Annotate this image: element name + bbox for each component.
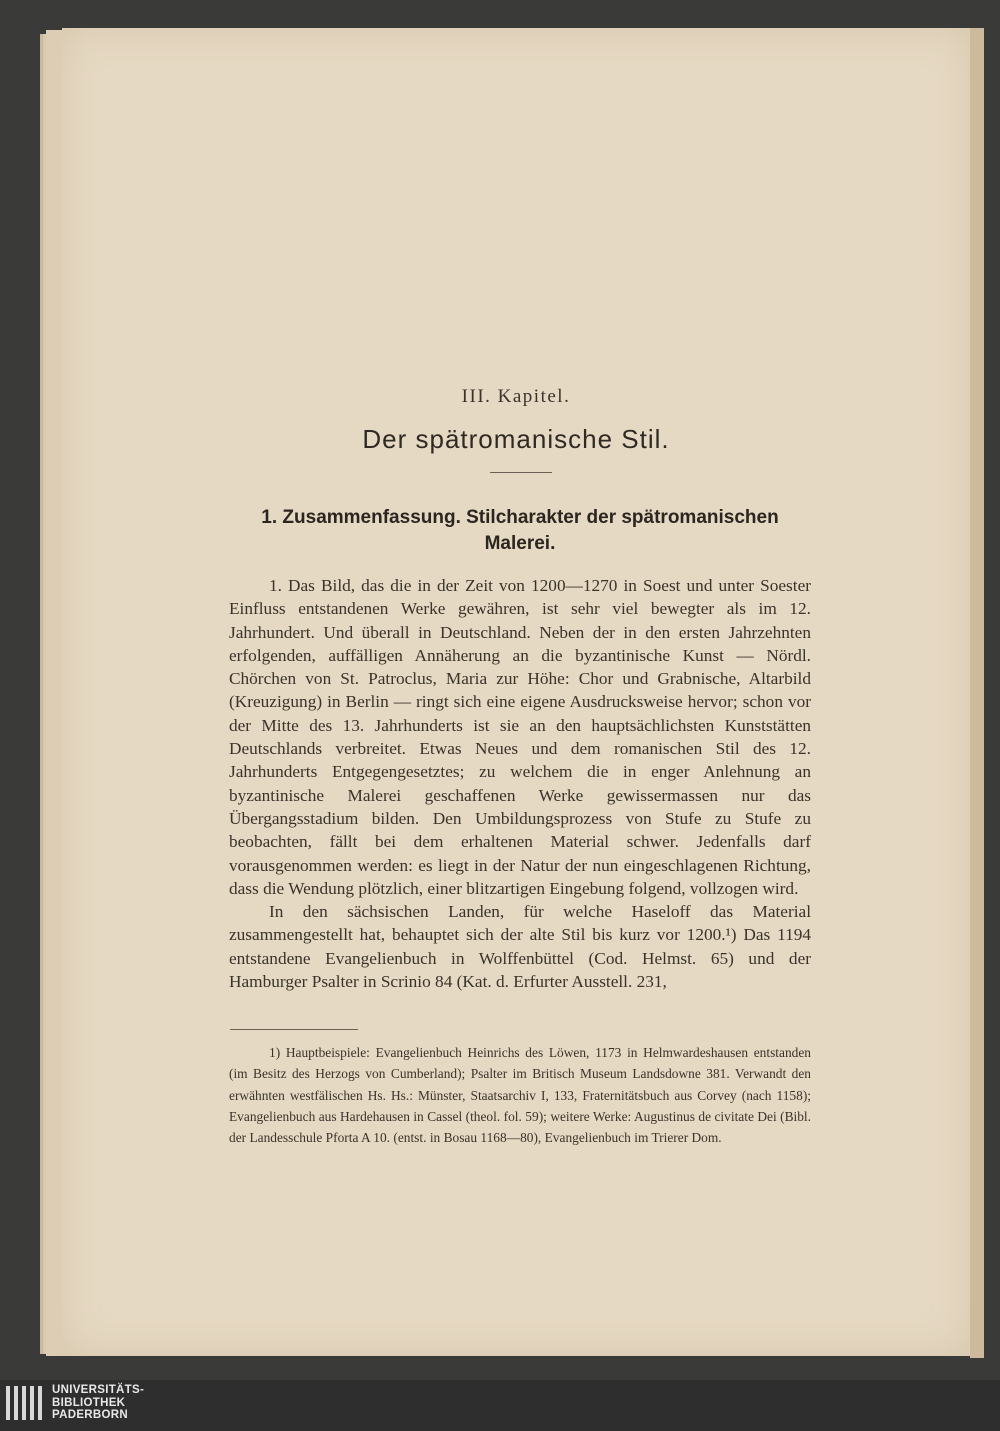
- title-divider: [490, 472, 552, 473]
- page-right-edge: [970, 28, 984, 1358]
- logo-line: UNIVERSITÄTS-: [52, 1384, 145, 1396]
- logo-line: PADERBORN: [52, 1409, 128, 1421]
- chapter-title: Der spätromanische Stil.: [362, 424, 670, 454]
- library-logo-text: [52, 1384, 144, 1422]
- library-bars-icon: [6, 1386, 46, 1426]
- paragraph: In den sächsischen Landen, für welche Haseloff das Material zusammengestellt hat, behauptet sich der alte Stil bis kurz vor 1200.¹) Das 1194 entstandene Evangelienbuch in Wolffenbüttel (Cod. Helmst. 65) und der Hamburger Psalter in Scrinio 84 (Kat. d. Erfurter Ausstell. 231,: [229, 902, 811, 992]
- footnote-text: 1) Hauptbeispiele: Evangelienbuch Heinrichs des Löwen, 1173 in Helmwardeshausen entstanden (im Besitz des Herzogs von Cumberland); Psalter im Britisch Museum Landsdowne 381. Verwandt den erwähnten westfälischen Hs. Hs.: Münster, Staatsarchiv I, 133, Fraternitätsbuch aus Corvey (nach 1158); Evangelienbuch aus Hardehausen in Cassel (theol. fol. 59); weitere Werke: Augustinus de civitate Dei (Bibl. der Landesschule Pforta A 10. (entst. in Bosau 1168—80), Evangelienbuch im Trierer Dom.: [229, 1045, 811, 1146]
- paragraph: 1. Das Bild, das die in der Zeit von 1200—1270 in Soest und unter Soester Einfluss entstandenen Werke gewähren, ist sehr viel bewegter als im 12. Jahrhundert. Und überall in Deutschland. Neben der in den ersten Jahrzehnten erfolgenden, auffälligen Annäherung an die byzantinische Kunst — Nördl. Chörchen von St. Patroclus, Maria zur Höhe: Chor und Grabnische, Altarbild (Kreuzigung) in Berlin — ringt sich eine eigene Ausdrucksweise hervor; schon vor der Mitte des 13. Jahrhunderts ist sie an den hauptsächlichsten Kunststätten Deutschlands verbreitet. Etwas Neues und dem romanischen Stil des 12. Jahrhunderts Entgegengesetztes; zu welchem die in enger Anlehnung an byzantinische Malerei geschaffenen Werke gewissermassen nur das Übergangsstadium bilden. Den Umbildungsprozess von Stufe zu Stufe zu beobachten, fällt bei dem erhaltenen Material schwer. Jedenfalls darf vorausgenommen werden: es liegt in der Natur der nun eingeschlagenen Richtung, dass die Wendung plötzlich, einer blitzartigen Eingebung folgend, vollzogen wird.: [229, 576, 811, 898]
- section-heading: 1. Zusammenfassung. Stilcharakter der spätromanischen Malerei.: [261, 507, 779, 554]
- body-text: [229, 574, 811, 993]
- logo-line: BIBLIOTHEK: [52, 1396, 126, 1409]
- chapter-label: III. Kapitel.: [461, 386, 571, 407]
- library-footer: [0, 1380, 1000, 1431]
- footnote: [229, 1042, 811, 1148]
- footnote-divider: [230, 1029, 358, 1030]
